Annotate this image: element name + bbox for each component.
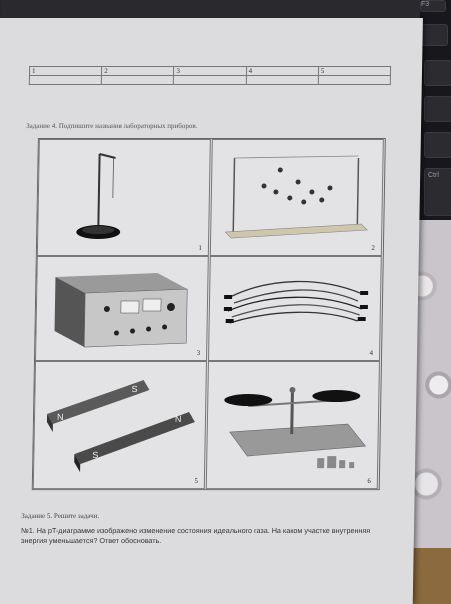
keyboard-key: Ctrl	[424, 168, 451, 216]
figure-cell-1	[37, 139, 211, 256]
keyboard-key	[424, 132, 451, 158]
answer-blank	[102, 76, 174, 85]
figure-number: 5	[194, 477, 198, 486]
answer-cell-3: 3	[174, 67, 246, 76]
figure-number: 4	[369, 349, 374, 358]
magnet-pole-label: S	[131, 384, 138, 395]
figure-cell-2	[210, 139, 384, 256]
figure-cell-3	[35, 256, 209, 361]
answer-blank	[318, 76, 390, 85]
answer-cell-5: 5	[318, 67, 390, 76]
previous-page-edge	[0, 0, 420, 18]
answer-cell-4: 4	[246, 67, 318, 76]
answer-blank	[174, 76, 246, 85]
balls-on-strings-apparatus-icon	[211, 140, 384, 256]
worksheet-page	[0, 18, 423, 604]
figure-number: 6	[367, 477, 371, 486]
keyboard-key	[424, 60, 451, 86]
answer-cell-1: 1	[29, 67, 101, 76]
answer-blank	[246, 76, 318, 85]
power-supply-unit-icon	[36, 257, 209, 361]
figure-cell-6	[206, 361, 380, 489]
bar-magnets-icon	[34, 362, 207, 489]
figure-number: 2	[371, 244, 375, 253]
connecting-wires-icon	[209, 257, 382, 361]
magnet-pole-label: N	[174, 414, 182, 425]
figure-number: 1	[198, 244, 203, 253]
figure-number: 3	[196, 349, 201, 358]
instrument-grid	[32, 138, 386, 490]
answer-blank	[29, 76, 101, 85]
figure-cell-5	[33, 361, 207, 489]
pendulum-stand-icon	[38, 140, 211, 256]
figure-cell-4	[208, 256, 382, 361]
keyboard-key: F3	[420, 0, 446, 12]
keyboard-key	[424, 96, 451, 122]
magnet-pole-label: S	[92, 450, 99, 461]
problem-text: №1. На pT-диаграмме изображено изменение состояния идеального газа. На каком участке внутренняя энергия уменьшается? Ответ обосновать.	[20, 526, 371, 546]
answer-table	[29, 66, 391, 85]
magnet-pole-label: N	[56, 412, 64, 423]
answer-cell-2: 2	[102, 67, 174, 76]
task5-title: Задание 5. Решите задачи.	[21, 512, 100, 521]
task4-title: Задание 4. Подпишите названия лабораторных приборов.	[26, 122, 198, 131]
balance-scale-with-weights-icon	[207, 362, 380, 489]
